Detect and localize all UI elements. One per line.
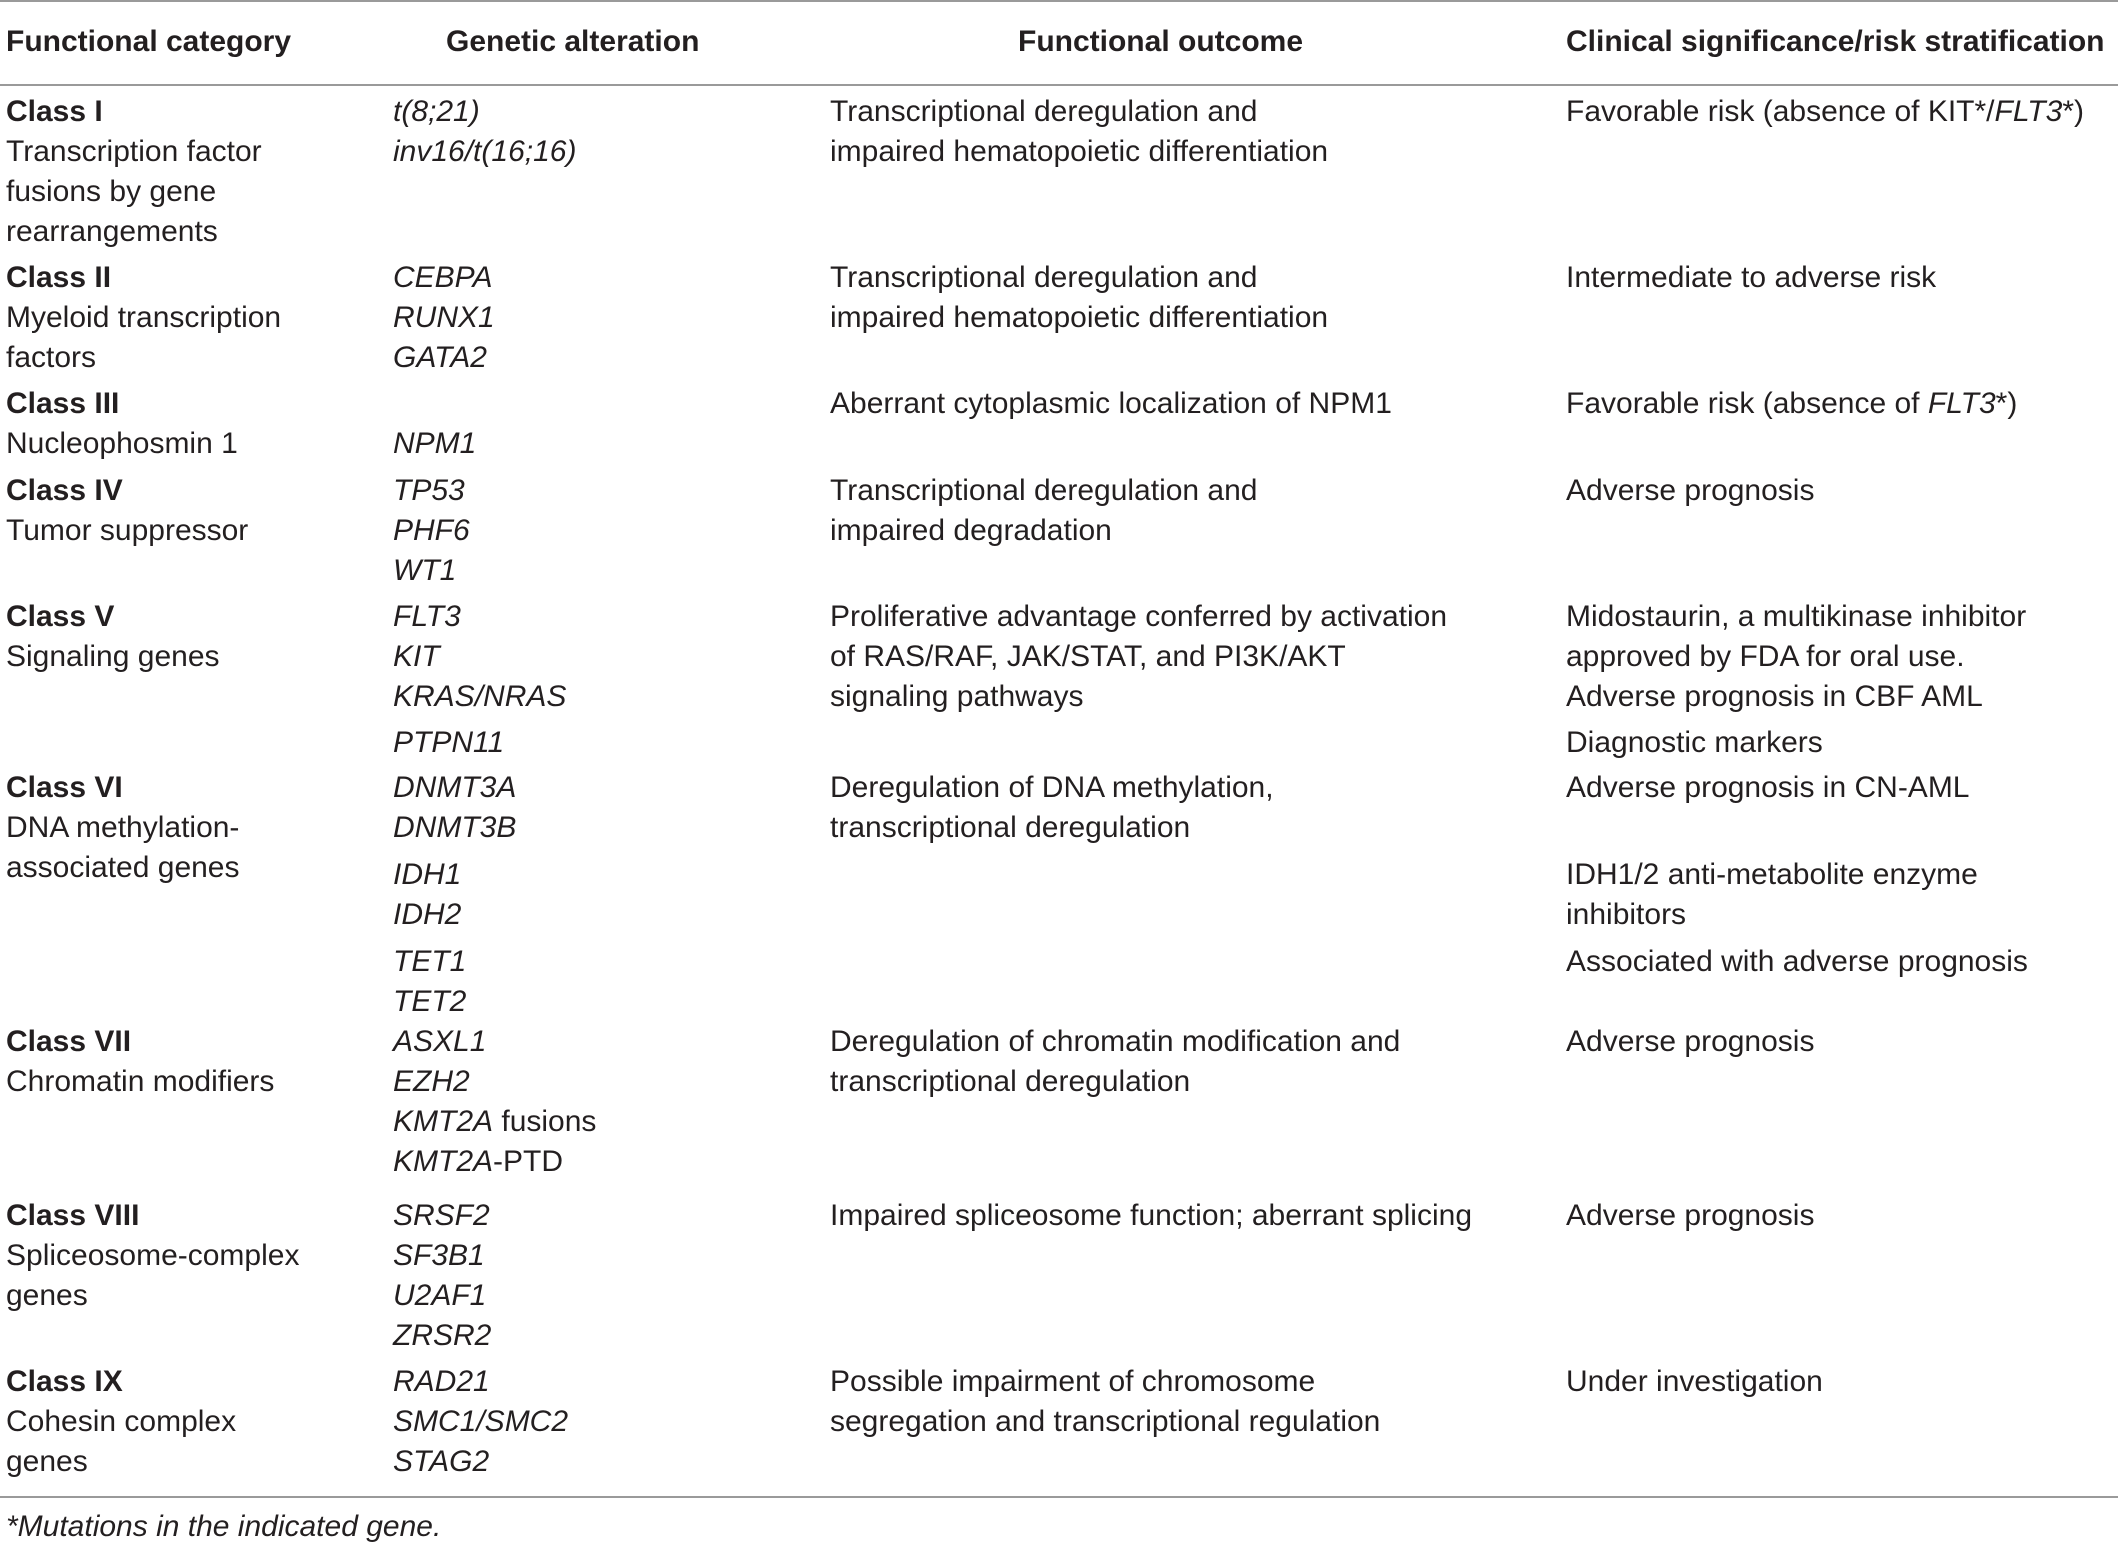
clinical-significance: inhibitors: [1566, 898, 1687, 931]
functional-outcome: Proliferative advantage conferred by activation of RAS/RAF, JAK/STAT, and PI3K/AKT signaling pathways: [830, 600, 1448, 713]
category-label: Nucleophosmin 1: [6, 427, 238, 460]
clinical-significance: Adverse prognosis: [1566, 1199, 1815, 1232]
clinical-significance: Intermediate to adverse risk: [1566, 261, 1937, 294]
genetic-alteration: ZRSR2: [393, 1319, 492, 1352]
functional-outcome: Transcriptional deregulation and impaired hematopoietic differentiation: [830, 261, 1329, 334]
table-footnote: *Mutations in the indicated gene.: [6, 1510, 442, 1543]
genetic-alteration: SF3B1: [393, 1239, 485, 1272]
clinical-significance: Midostaurin, a multikinase inhibitor: [1566, 600, 2027, 633]
clinical-significance: IDH1/2 anti-metabolite enzyme: [1566, 858, 1978, 891]
clinical-significance: Favorable risk (absence of FLT3*): [1566, 387, 2018, 420]
table-bottom-rule: [0, 1496, 2118, 1498]
class-label: Class V: [6, 600, 115, 633]
category-label: Signaling genes: [6, 640, 220, 673]
class-label: Class III: [6, 387, 120, 420]
functional-outcome: Deregulation of chromatin modification and transcriptional deregulation: [830, 1025, 1401, 1098]
genetic-alteration: GATA2: [393, 341, 487, 374]
category-label: Spliceosome-complex genes: [6, 1239, 300, 1312]
clinical-significance: Adverse prognosis: [1566, 1025, 1815, 1058]
genetic-alteration: STAG2: [393, 1445, 490, 1478]
genetic-alteration: PHF6: [393, 514, 470, 547]
header-clinical-significance: Clinical significance/risk stratification: [1566, 25, 2105, 58]
clinical-significance: approved by FDA for oral use.: [1566, 640, 1965, 673]
functional-outcome: Possible impairment of chromosome segregation and transcriptional regulation: [830, 1365, 1381, 1438]
class-label: Class II: [6, 261, 112, 294]
category-label: Tumor suppressor: [6, 514, 249, 547]
genetic-alteration: U2AF1: [393, 1279, 487, 1312]
genetic-alteration: TP53: [393, 474, 465, 507]
category-label: Transcription factor fusions by gene rearrangements: [6, 135, 262, 248]
class-label: Class IX: [6, 1365, 123, 1398]
category-label: Cohesin complex genes: [6, 1405, 237, 1478]
clinical-significance: Adverse prognosis in CN-AML: [1566, 771, 1970, 804]
class-label: Class IV: [6, 474, 123, 507]
clinical-significance: Under investigation: [1566, 1365, 1823, 1398]
genetic-alteration: DNMT3B: [393, 811, 517, 844]
header-rule: [0, 84, 2118, 86]
class-label: Class I: [6, 95, 103, 128]
clinical-significance: Adverse prognosis in CBF AML: [1566, 680, 1983, 713]
genetic-alteration: TET2: [393, 985, 467, 1018]
genetic-alteration: RAD21: [393, 1365, 490, 1398]
clinical-significance: Associated with adverse prognosis: [1566, 945, 2028, 978]
genetic-alteration: RUNX1: [393, 301, 495, 334]
functional-outcome: Transcriptional deregulation and impaired hematopoietic differentiation: [830, 95, 1329, 168]
functional-outcome: Aberrant cytoplasmic localization of NPM1: [830, 387, 1392, 420]
genetic-alteration: SMC1/SMC2: [393, 1405, 569, 1438]
genetic-alteration: PTPN11: [393, 726, 505, 759]
class-label: Class VI: [6, 771, 123, 804]
clinical-significance: Favorable risk (absence of KIT*/FLT3*): [1566, 95, 2084, 128]
genetic-alteration: NPM1: [393, 427, 477, 460]
header-genetic-alteration: Genetic alteration: [446, 25, 700, 58]
header-functional-outcome: Functional outcome: [1018, 25, 1303, 58]
functional-outcome: Deregulation of DNA methylation, transcriptional deregulation: [830, 771, 1274, 844]
genetic-alteration: ASXL1: [393, 1025, 487, 1058]
genetic-alteration: FLT3: [393, 600, 461, 633]
header-functional-category: Functional category: [6, 25, 292, 58]
genetic-alteration: TET1: [393, 945, 467, 978]
genetic-alteration: CEBPA: [393, 261, 493, 294]
genetic-alteration: WT1: [393, 554, 457, 587]
class-label: Class VIII: [6, 1199, 140, 1232]
genetic-alteration: KRAS/NRAS: [393, 680, 567, 713]
category-label: Chromatin modifiers: [6, 1065, 275, 1098]
genetic-alteration: SRSF2: [393, 1199, 490, 1232]
genetic-alteration: IDH2: [393, 898, 462, 931]
genetic-alteration: IDH1: [393, 858, 462, 891]
clinical-significance: Adverse prognosis: [1566, 474, 1815, 507]
genetic-alteration: EZH2: [393, 1065, 470, 1098]
functional-outcome: Impaired spliceosome function; aberrant splicing: [830, 1199, 1472, 1232]
category-label: Myeloid transcription factors: [6, 301, 282, 374]
genetic-alteration: KMT2A-PTD: [393, 1145, 564, 1178]
genetic-alteration: KIT: [393, 640, 440, 673]
genetic-alteration: KMT2A fusions: [393, 1105, 597, 1138]
genetic-alteration: inv16/t(16;16): [393, 135, 577, 168]
genetic-alteration: DNMT3A: [393, 771, 517, 804]
class-label: Class VII: [6, 1025, 132, 1058]
genetic-alteration: t(8;21): [393, 95, 480, 128]
functional-outcome: Transcriptional deregulation and impaired degradation: [830, 474, 1258, 547]
clinical-significance: Diagnostic markers: [1566, 726, 1823, 759]
category-label: DNA methylation-associated genes: [6, 811, 240, 884]
